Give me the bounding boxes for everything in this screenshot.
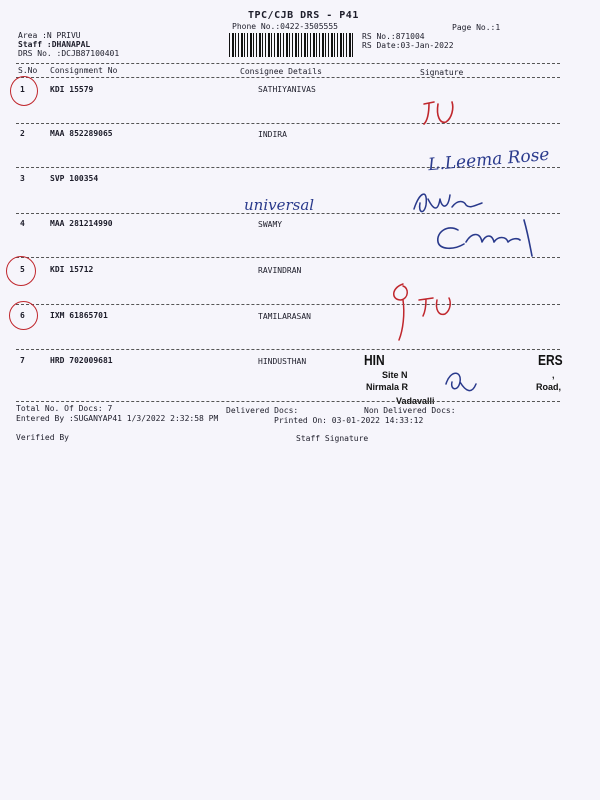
row-consignee: INDIRA [258, 130, 287, 139]
printed-on: Printed On: 03-01-2022 14:33:12 [274, 416, 424, 425]
signature-row-4 [428, 212, 548, 262]
non-delivered-docs: Non Delivered Docs: [364, 406, 456, 415]
signature-row-1 [418, 96, 458, 130]
divider [16, 63, 560, 64]
area-label: Area :N PRIVU [18, 31, 81, 40]
stamp-line-1-right: ERS [538, 352, 563, 369]
row-consignment: MAA 281214990 [50, 219, 113, 228]
divider [16, 304, 560, 305]
page-number: Page No.:1 [452, 23, 501, 32]
rs-date: RS Date:03-Jan-2022 [362, 41, 454, 50]
red-circle-mark [10, 76, 38, 106]
red-circle-mark [9, 301, 38, 330]
row-consignment: KDI 15579 [50, 85, 94, 94]
row-sno: 7 [20, 356, 25, 365]
rs-number: RS No.:871004 [362, 32, 425, 41]
column-header-consignee: Consignee Details [240, 67, 322, 76]
row-sno: 5 [20, 265, 25, 274]
staff-signature: Staff Signature [296, 434, 369, 443]
column-header-sno: S.No [18, 66, 38, 75]
entered-by: Entered By :SUGANYAP41 1/3/2022 2:32:58 PM [16, 414, 219, 423]
column-header-signature: Signature [420, 68, 464, 77]
divider [16, 123, 560, 124]
divider [16, 349, 560, 350]
row-consignment: SVP 100354 [50, 174, 99, 183]
stamp-line-3-left: Nirmala R [366, 382, 409, 392]
stamp-line-1-left: HIN [364, 352, 385, 369]
signature-row-3: L.Leema Rose [427, 144, 551, 176]
row-consignment: IXM 61865701 [50, 311, 108, 320]
row-sno: 4 [20, 219, 25, 228]
row-consignee: TAMILARASAN [258, 312, 311, 321]
column-header-consignment: Consignment No [50, 66, 118, 75]
row-consignment: MAA 852289065 [50, 129, 113, 138]
delivered-docs: Delivered Docs: [226, 406, 299, 415]
row-consignment: KDI 15712 [50, 265, 94, 274]
stamp-line-2-right: , [552, 370, 555, 380]
stamp-line-2-left: Site N [382, 370, 408, 380]
red-circle-mark [6, 256, 36, 286]
signature-row-4-left: universal [244, 196, 315, 214]
row-consignee: HINDUSTHAN [258, 357, 307, 366]
row-consignee: RAVINDRAN [258, 266, 302, 275]
divider [16, 77, 560, 78]
signature-row-6 [385, 274, 465, 344]
document-title: TPC/CJB DRS - P41 [248, 10, 359, 21]
stamp-line-3-right: Road, [536, 382, 562, 392]
phone-number: Phone No.:0422-3505555 [232, 22, 338, 31]
verified-by: Verified By [16, 433, 69, 442]
stamp-line-4: Vadavalli [396, 396, 435, 406]
row-consignment: HRD 702009681 [50, 356, 113, 365]
row-sno: 3 [20, 174, 25, 183]
barcode [229, 33, 354, 57]
total-docs: Total No. Of Docs: 7 [16, 404, 113, 413]
staff-label: Staff :DHANAPAL [18, 40, 91, 49]
stamp-signature [440, 364, 480, 400]
row-consignee: SATHIYANIVAS [258, 85, 316, 94]
drs-number: DRS No. :DCJB87100401 [18, 49, 120, 58]
row-consignee: SWAMY [258, 220, 283, 229]
row-sno: 2 [20, 129, 25, 138]
row-sno: 6 [20, 311, 25, 320]
divider [16, 401, 560, 402]
row-sno: 1 [20, 85, 25, 94]
